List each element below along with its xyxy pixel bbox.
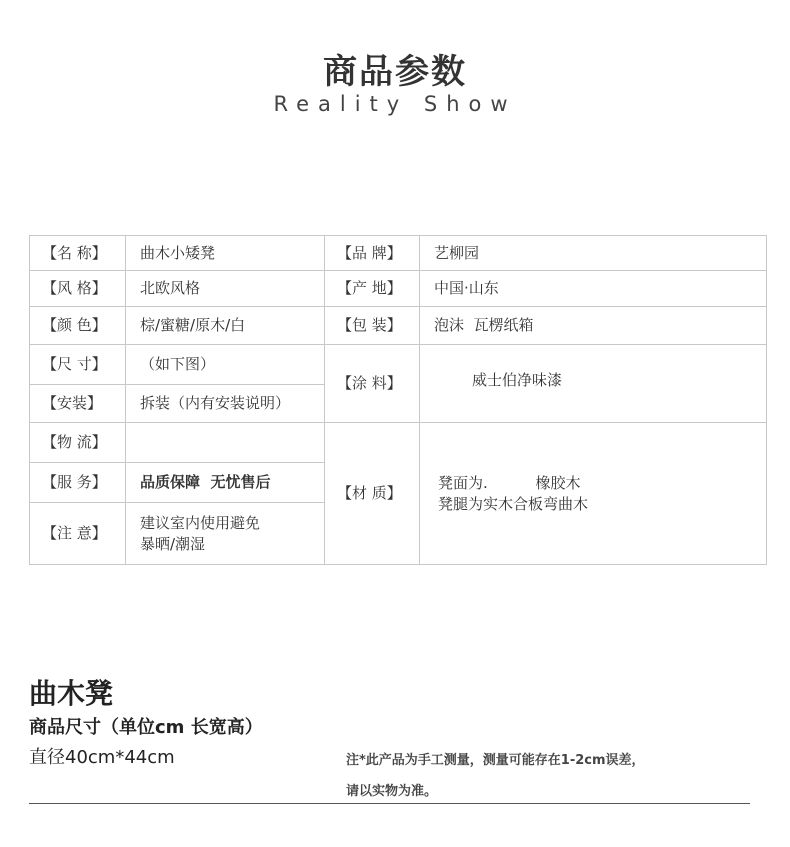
product-size-label: 商品尺寸（单位cm 长宽高） <box>29 717 263 738</box>
measure-note-line-2: 请以实物为准。 <box>346 784 438 799</box>
origin-value: 中国·山东 <box>420 271 767 307</box>
measure-note-line-1: 注*此产品为手工测量，测量可能存在1-2cm误差， <box>346 753 645 768</box>
logistics-label: 【物 流】 <box>30 423 126 463</box>
material-label: 【材 质】 <box>325 423 420 565</box>
material-value <box>420 423 767 565</box>
logistics-value <box>126 423 325 463</box>
name-label: 【名 称】 <box>30 236 126 271</box>
page-title: 商品参数 <box>323 52 467 92</box>
params-table <box>29 235 767 565</box>
coating-value <box>420 345 767 423</box>
brand-value: 艺柳园 <box>420 236 767 271</box>
notice-line-1: 建议室内使用避免 <box>140 513 261 532</box>
package-label: 【包 装】 <box>325 307 420 345</box>
notice-value <box>126 503 325 565</box>
service-label: 【服 务】 <box>30 463 126 503</box>
product-size-value: 直径40cm*44cm <box>29 747 175 768</box>
coating-text: 威士伯净味漆 <box>472 371 563 389</box>
material-line-1: 凳面为. 橡胶木 <box>438 473 581 492</box>
size-value: （如下图） <box>126 345 325 385</box>
material-line-2: 凳腿为实木合板弯曲木 <box>438 494 589 513</box>
style-label: 【风 格】 <box>30 271 126 307</box>
package-value: 泡沫 瓦楞纸箱 <box>420 307 767 345</box>
brand-label: 【品 牌】 <box>325 236 420 271</box>
color-label: 【颜 色】 <box>30 307 126 345</box>
coating-label: 【涂 料】 <box>325 345 420 423</box>
product-title: 曲木凳 <box>29 677 114 710</box>
table-row <box>30 423 767 463</box>
table-row <box>30 236 767 271</box>
style-value: 北欧风格 <box>126 271 325 307</box>
color-value: 棕/蜜糖/原木/白 <box>126 307 325 345</box>
origin-label: 【产 地】 <box>325 271 420 307</box>
divider <box>29 803 750 804</box>
size-label: 【尺 寸】 <box>30 345 126 385</box>
page-subtitle: Reality Show <box>273 92 517 116</box>
notice-label: 【注 意】 <box>30 503 126 565</box>
service-value: 品质保障 无忧售后 <box>126 463 325 503</box>
install-value: 拆装（内有安装说明） <box>126 385 325 423</box>
table-row <box>30 345 767 385</box>
name-value: 曲木小矮凳 <box>126 236 325 271</box>
install-label: 【安装】 <box>30 385 126 423</box>
notice-line-2: 暴晒/潮湿 <box>140 534 206 553</box>
table-row <box>30 271 767 307</box>
table-row <box>30 307 767 345</box>
